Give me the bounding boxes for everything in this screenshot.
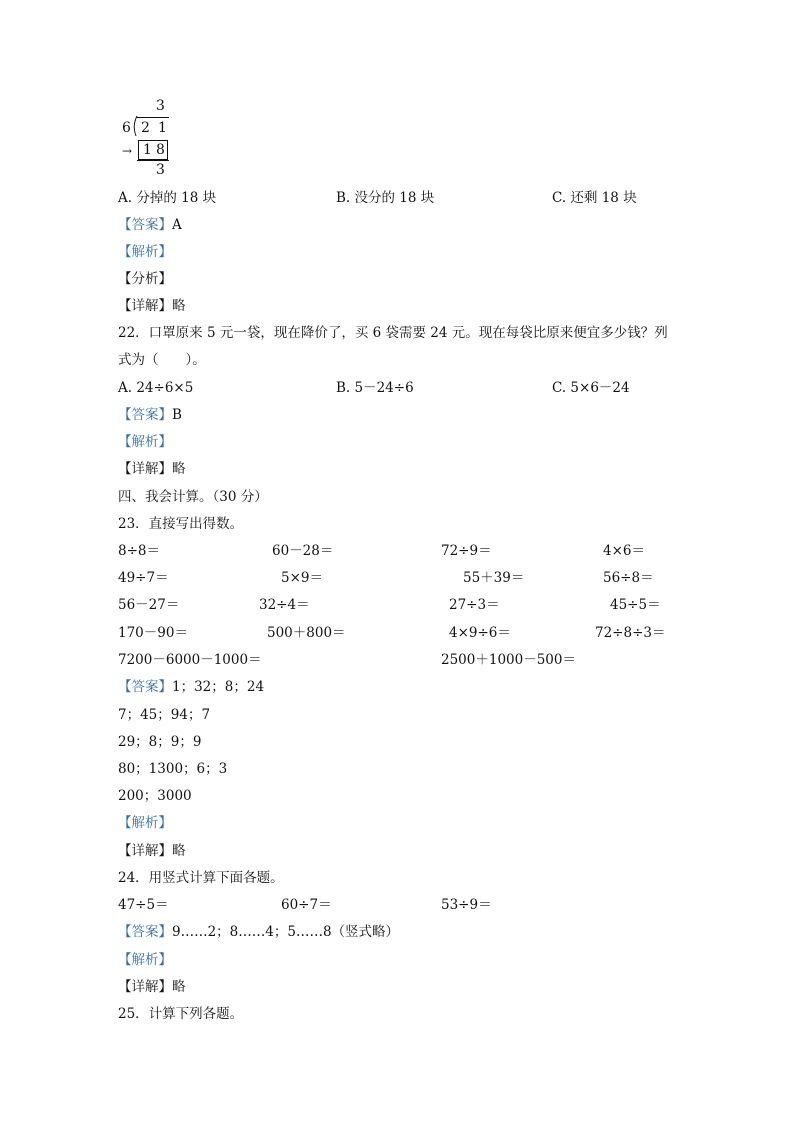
- q22-analysis-tag: 【解析】: [118, 434, 172, 450]
- q22-option-b: B. 5－24÷6: [336, 380, 414, 396]
- long-division-figure: [118, 96, 178, 180]
- q23-item: 4×9÷6＝: [449, 625, 511, 641]
- arrow-icon: →: [122, 144, 133, 158]
- answer-value: B: [172, 407, 182, 423]
- q22-stem-line1: 22．口罩原来 5 元一袋，现在降价了，买 6 袋需要 24 元。现在每袋比原来便宜多少钱？列: [118, 325, 668, 341]
- q23-stem: 23．直接写出得数。: [118, 516, 244, 532]
- detail-tag: 【详解】: [118, 461, 172, 477]
- q21-analysis-tag: 【解析】: [118, 244, 172, 260]
- answer-value: 1；32；8；24: [172, 679, 265, 695]
- detail-value: 略: [172, 461, 186, 477]
- detail-tag: 【详解】: [118, 979, 172, 995]
- q22-option-c: C. 5×6－24: [552, 380, 630, 396]
- subtract-line: [137, 160, 169, 161]
- dividend-digit-2: 1: [158, 120, 167, 136]
- q23-item: 72÷8÷3＝: [595, 625, 666, 641]
- q23-item: 56÷8＝: [603, 570, 654, 586]
- q24-stem: 24．用竖式计算下面各题。: [118, 870, 284, 886]
- detail-tag: 【详解】: [118, 298, 172, 314]
- q23-item: 45÷5＝: [610, 597, 661, 613]
- answer-value: A: [172, 217, 182, 233]
- q24-item: 53÷9＝: [441, 897, 492, 913]
- division-bar: [137, 117, 169, 118]
- q22-stem-line2: 式为（ ）。: [118, 352, 206, 368]
- q25-stem: 25．计算下列各题。: [118, 1006, 244, 1022]
- detail-value: 略: [172, 979, 186, 995]
- q23-answer-line: 29；8；9；9: [118, 734, 202, 750]
- subtract-digit-1: 1: [143, 142, 152, 158]
- q23-item: 72÷9＝: [441, 543, 492, 559]
- answer-tag: 【答案】: [118, 924, 172, 940]
- dividend-digit-1: 2: [141, 120, 150, 136]
- q23-analysis-tag: 【解析】: [118, 815, 172, 831]
- q23-answer-line: 7；45；94；7: [118, 707, 211, 723]
- q23-item: 500＋800＝: [267, 625, 346, 641]
- answer-tag: 【答案】: [118, 217, 172, 233]
- answer-value: 9……2；8……4；5……8（竖式略）: [172, 924, 400, 940]
- q22-answer: [118, 406, 182, 424]
- subtract-digit-2: 8: [156, 142, 165, 158]
- q23-item: 8÷8＝: [118, 543, 160, 559]
- q23-item: 56－27＝: [118, 597, 180, 613]
- q23-item: 2500＋1000－500＝: [441, 652, 576, 668]
- q24-item: 60÷7＝: [281, 897, 332, 913]
- q24-item: 47÷5＝: [118, 897, 169, 913]
- q23-item: 32÷4＝: [259, 597, 310, 613]
- q23-item: 49÷7＝: [118, 570, 169, 586]
- q23-item: 7200－6000－1000＝: [118, 652, 262, 668]
- detail-value: 略: [172, 298, 186, 314]
- division-bracket: [131, 115, 139, 137]
- quotient-digit: 3: [156, 98, 165, 114]
- q21-detail: [118, 297, 186, 315]
- q21-option-c: C. 还剩 18 块: [552, 190, 637, 206]
- q23-item: 170－90＝: [118, 625, 188, 641]
- q23-item: 55＋39＝: [463, 570, 525, 586]
- q23-item: 27÷3＝: [449, 597, 500, 613]
- q21-option-a: A. 分掉的 18 块: [118, 190, 217, 206]
- q23-detail: [118, 842, 186, 860]
- q23-item: 4×6＝: [603, 543, 645, 559]
- q23-answer-line: 200；3000: [118, 788, 192, 804]
- answer-tag: 【答案】: [118, 679, 172, 695]
- q23-item: 60－28＝: [272, 543, 334, 559]
- q21-answer: [118, 216, 182, 234]
- remainder-digit: 3: [156, 162, 165, 178]
- q23-item: 5×9＝: [281, 570, 323, 586]
- q21-fenxi-tag: 【分析】: [118, 271, 172, 287]
- q24-analysis-tag: 【解析】: [118, 952, 172, 968]
- answer-tag: 【答案】: [118, 407, 172, 423]
- q22-option-a: A. 24÷6×5: [118, 380, 194, 396]
- section-title: 四、我会计算。（30 分）: [118, 489, 268, 505]
- q23-answer-line: 80；1300；6；3: [118, 761, 228, 777]
- q22-detail: [118, 460, 186, 478]
- q23-answer: [118, 678, 264, 696]
- divisor-digit: 6: [122, 120, 131, 136]
- detail-value: 略: [172, 843, 186, 859]
- q24-answer: [118, 923, 399, 941]
- q21-option-b: B. 没分的 18 块: [336, 190, 435, 206]
- detail-tag: 【详解】: [118, 843, 172, 859]
- q24-detail: [118, 978, 186, 996]
